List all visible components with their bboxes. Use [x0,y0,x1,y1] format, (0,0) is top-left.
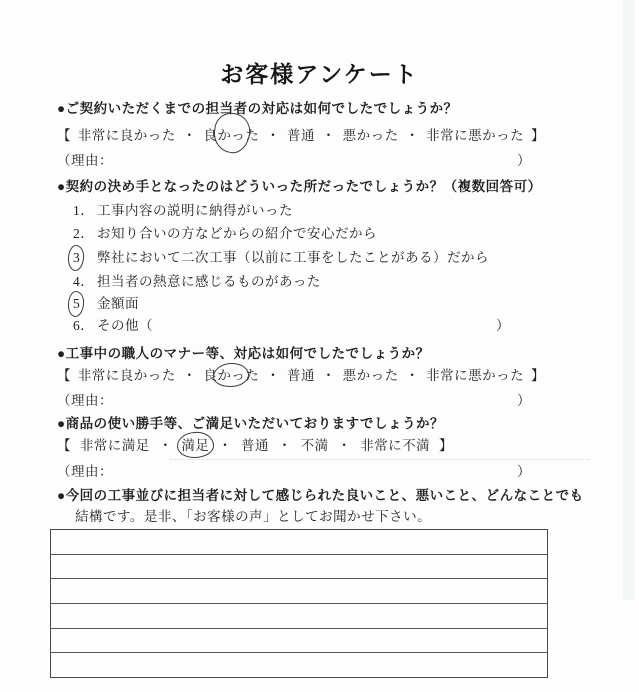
comments-table [50,529,548,678]
option-separator: ・ [266,128,281,143]
option-separator: ・ [405,368,420,383]
item-number [73,248,97,267]
item-number [73,294,97,313]
q3-options [57,366,545,385]
option-separator: ・ [405,128,420,143]
option-separator: ・ [266,368,281,383]
q3-question: ●工事中の職人のマナー等、対応は如何でしたでしょうか？ [57,346,430,361]
option-separator: ・ [218,438,233,453]
bracket-close: 】 [530,368,545,383]
option-separator: ・ [277,438,292,453]
bracket-close: 】 [438,438,453,453]
q4-option-4: 不満 [300,438,329,453]
q1-options [57,126,545,145]
item-text: 弊社において二次工事（以前に工事をしたことがある）だから [97,250,489,265]
comment-row [51,530,547,555]
q2-item-2 [73,224,377,243]
scan-artifact-band [623,0,634,600]
q1-option-5: 非常に悪かった [426,128,525,143]
q2-item-4 [73,272,321,291]
q4-option-2: 満足 [181,438,210,453]
q3-option-1: 非常に良かった [77,368,176,383]
q1-option-1: 非常に良かった [77,128,176,143]
q1-option-4: 悪かった [342,128,399,143]
item-number: 6． [73,318,95,333]
handwritten-circle: 3 [73,250,81,265]
scan-artifact-line [170,459,590,460]
item-text: 金額面 [97,296,139,311]
q2-item-1 [73,201,293,220]
q1-question: ●ご契約いただくまでの担当者の対応は如何でしたでしょうか？ [57,101,458,116]
q3-reason-field: （理由： ） [57,393,531,408]
q2-question: ●契約の決め手となったのはどういった所だったでしょうか？（複数回答可） [57,179,542,194]
q4-question: ●商品の使い勝手等、ご満足いただいておりますでしょうか？ [57,416,445,431]
item-number: 2． [73,226,95,241]
item-number: 1． [73,203,95,218]
comment-row [51,579,547,604]
comment-row [51,629,547,654]
item-number: 4． [73,274,95,289]
bracket-open: 【 [57,438,71,453]
q2-item-3 [73,248,489,267]
q4-reason-field: （理由： ） [57,464,531,479]
paren-close: ） [496,318,510,333]
comment-row [51,555,547,580]
option-separator: ・ [321,368,336,383]
bracket-close: 】 [530,128,545,143]
q4-option-5: 非常に不満 [360,438,431,453]
option-separator: ・ [182,128,197,143]
q3-option-5: 非常に悪かった [426,368,525,383]
option-separator: ・ [158,438,173,453]
item-text: お知り合いの方などからの紹介で安心だから [97,226,377,241]
option-separator: ・ [182,368,197,383]
handwritten-circle: かっ [217,128,246,143]
q3-option-3: 普通 [286,368,315,383]
bracket-open: 【 [57,128,71,143]
handwritten-circle [181,436,209,455]
comment-row [51,653,547,677]
q2-item-6 [73,316,510,335]
q4-options [57,436,453,455]
q5-prompt-line1: ●今回の工事並びに担当者に対して感じられた良いこと、悪いこと、どんなことでも [57,488,584,503]
page-title: お客様アンケート [220,61,419,87]
q1-option-3: 普通 [286,128,315,143]
q4-option-1: 非常に満足 [79,438,150,453]
q5-prompt-line2: 結構です。是非、「お客様の声」としてお聞かせ下さい。 [75,509,432,524]
option-separator: ・ [337,438,352,453]
item-text: 工事内容の説明に納得がいった [97,203,293,218]
handwritten-circle: 5 [73,296,81,311]
item-text: 担当者の熱意に感じるものがあった [97,274,321,289]
q3-option-2: 良かった [203,368,260,383]
handwritten-circle: かっ [217,368,246,383]
option-separator: ・ [321,128,336,143]
item-text: その他（ [97,318,153,333]
q2-item-5 [73,294,139,313]
q4-option-3: 普通 [240,438,269,453]
comment-row [51,604,547,629]
q1-reason-field: （理由： ） [57,153,531,168]
q3-option-4: 悪かった [342,368,399,383]
bracket-open: 【 [57,368,71,383]
q1-option-2: 良かった [203,128,260,143]
